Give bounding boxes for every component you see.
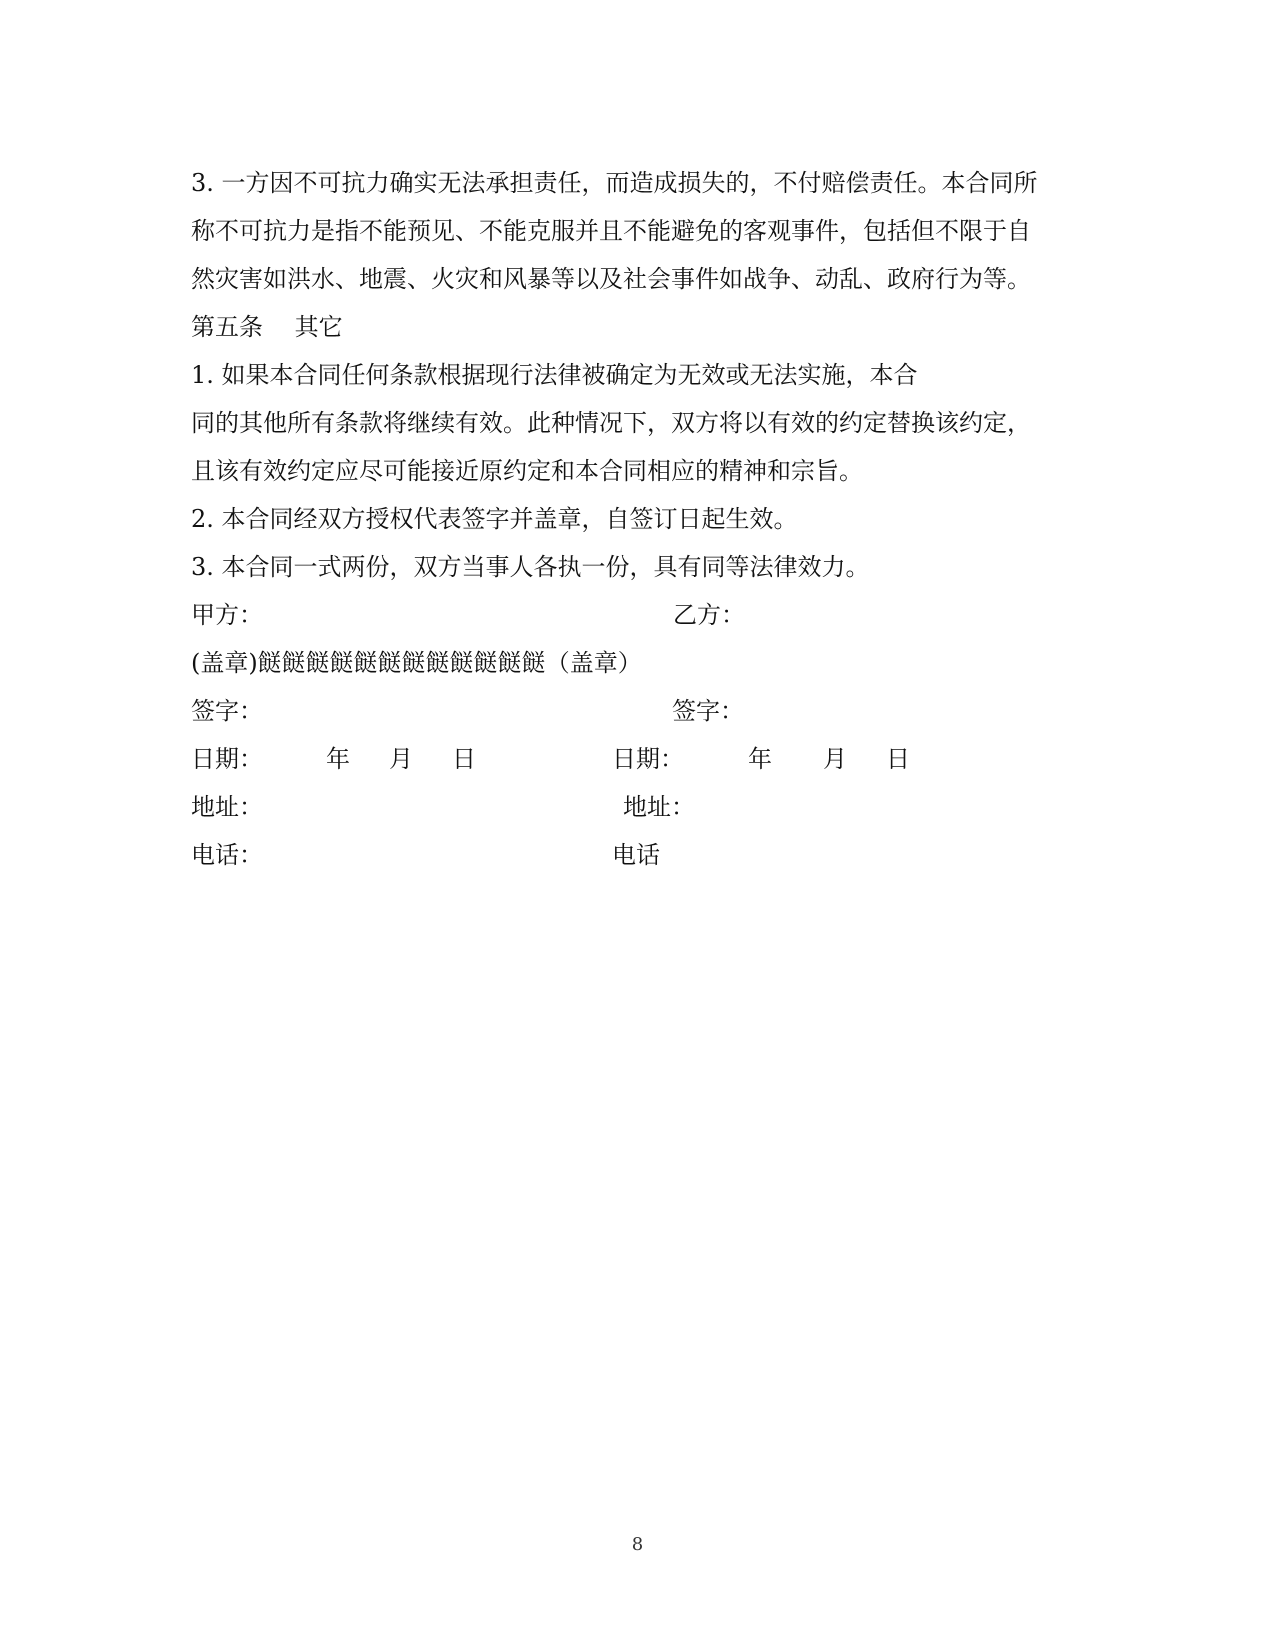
- address-b-label: 地址：: [623, 793, 695, 821]
- article5-heading: 第五条 其它: [191, 313, 343, 341]
- date-b-label: 日期：: [612, 745, 684, 773]
- date-a-day: 日: [452, 745, 476, 773]
- phone-a-label: 电话：: [191, 841, 263, 869]
- clause3-line2: 称不可抗力是指不能预见、不能克服并且不能避免的客观事件，包括但不限于自: [191, 217, 1031, 245]
- date-a-label: 日期：: [191, 745, 263, 773]
- clause3-line3: 然灾害如洪水、地震、火灾和风暴等以及社会事件如战争、动乱、政府行为等。: [191, 265, 1031, 293]
- clause3-line1: 3. 一方因不可抗力确实无法承担责任，而造成损失的，不付赔偿责任。本合同所: [191, 169, 1038, 197]
- date-b-day: 日: [886, 745, 910, 773]
- date-b-year: 年: [748, 745, 772, 773]
- page-number: 8: [631, 1534, 644, 1555]
- phone-b-label: 电话: [612, 841, 660, 869]
- sign-b-label: 签字：: [672, 697, 744, 725]
- item1-line1: 1. 如果本合同任何条款根据现行法律被确定为无效或无法实施，本合: [191, 361, 918, 389]
- item3-text: 3. 本合同一式两份，双方当事人各执一份，具有同等法律效力。: [191, 553, 870, 581]
- party-a-label: 甲方：: [191, 601, 263, 629]
- seal-line: (盖章)餸餸餸餸餸餸餸餸餸餸餸餸（盖章）: [191, 649, 642, 677]
- item1-line3: 且该有效约定应尽可能接近原约定和本合同相应的精神和宗旨。: [191, 457, 863, 485]
- date-a-month: 月: [389, 745, 413, 773]
- item2-text: 2. 本合同经双方授权代表签字并盖章，自签订日起生效。: [191, 505, 798, 533]
- date-b-month: 月: [823, 745, 847, 773]
- party-b-label: 乙方：: [673, 601, 745, 629]
- sign-a-label: 签字：: [191, 697, 263, 725]
- item1-line2: 同的其他所有条款将继续有效。此种情况下，双方将以有效的约定替换该约定，: [191, 409, 1031, 437]
- date-a-year: 年: [326, 745, 350, 773]
- address-a-label: 地址：: [191, 793, 263, 821]
